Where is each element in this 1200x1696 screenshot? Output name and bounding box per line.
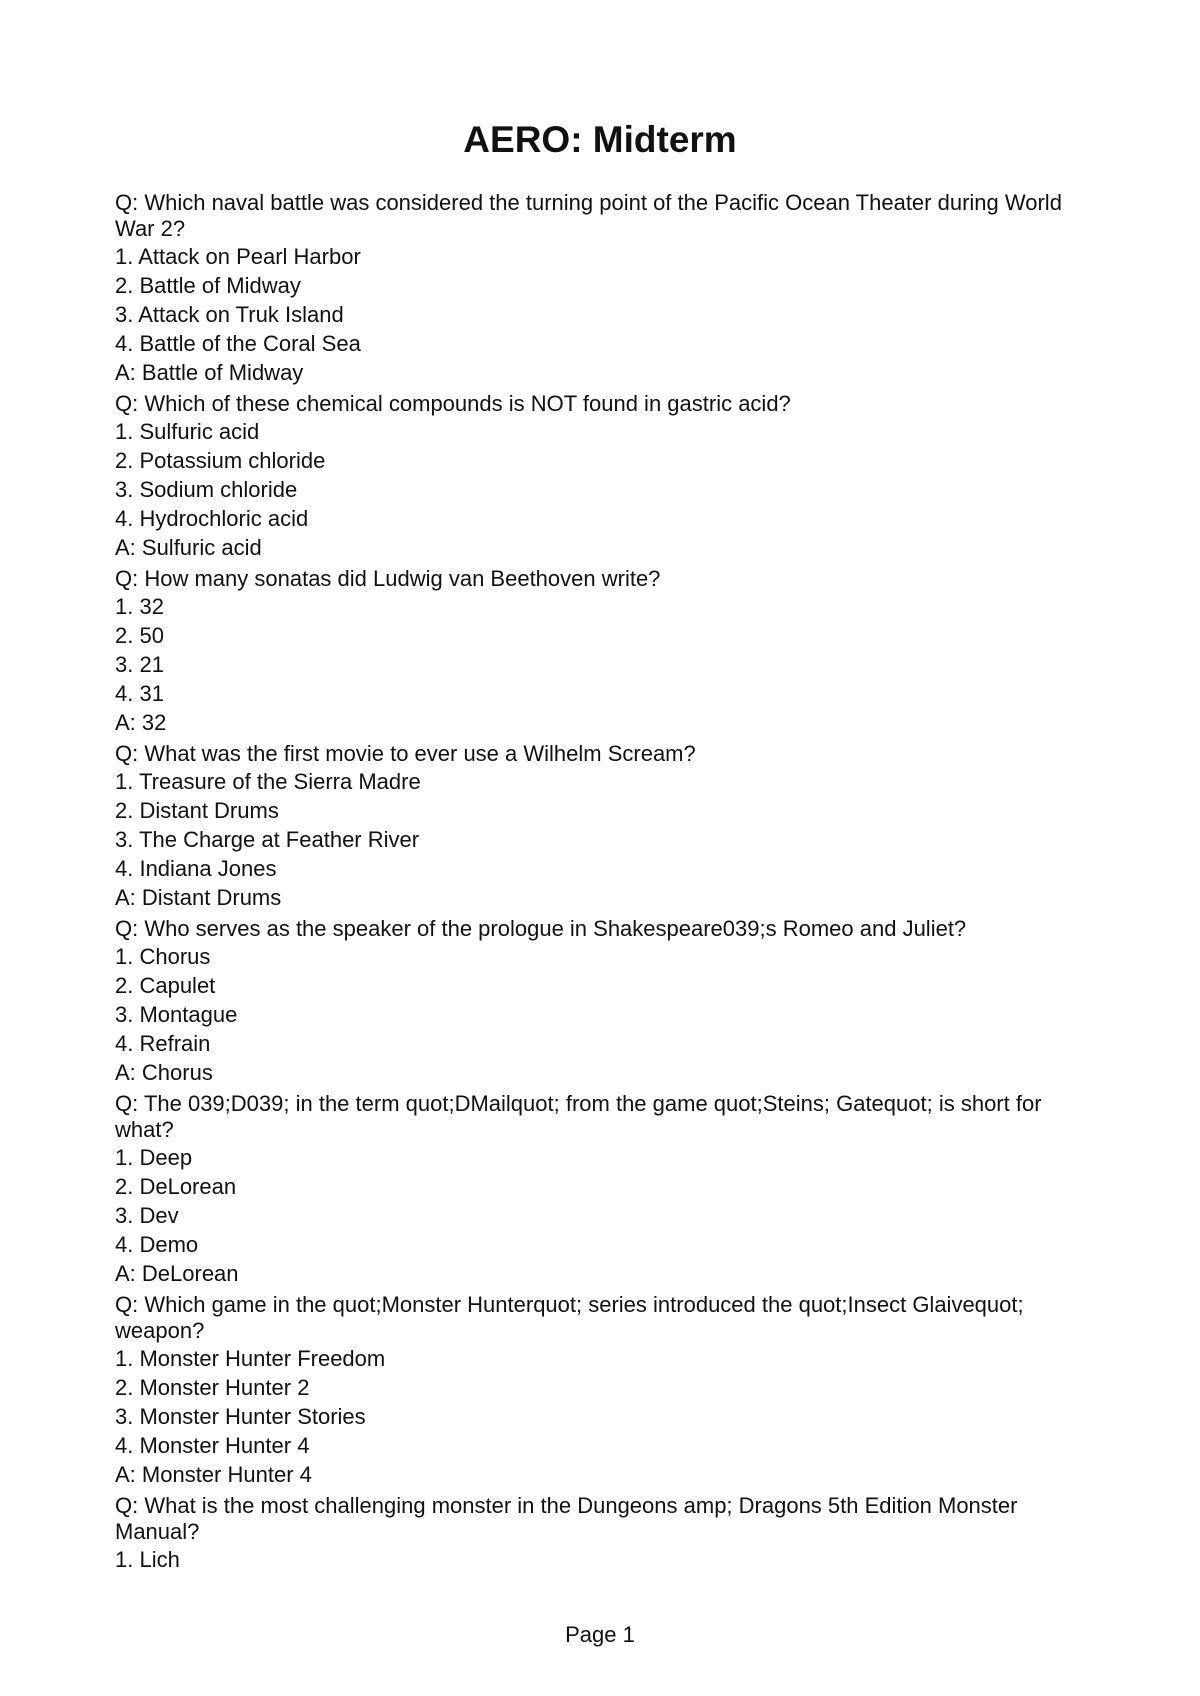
question-text: Q: Who serves as the speaker of the prologue in Shakespeare039;s Romeo and Juliet? (115, 916, 967, 941)
option-2: 2. Capulet (115, 973, 216, 998)
question-text: Q: Which of these chemical compounds is NOT found in gastric acid? (115, 391, 791, 416)
option-2: 2. DeLorean (115, 1174, 237, 1199)
question-text: Q: Which naval battle was considered the turning point of the Pacific Ocean Theater during World War 2? (115, 190, 1062, 241)
option-1: 1. Monster Hunter Freedom (115, 1346, 386, 1371)
option-3: 3. Dev (115, 1203, 179, 1228)
option-4: 4. Demo (115, 1232, 199, 1257)
option-4: 4. Indiana Jones (115, 856, 277, 881)
question-text: Q: Which game in the quot;Monster Hunterquot; series introduced the quot;Insect Glaivequot; weapon? (115, 1292, 1024, 1343)
option-2: 2. Monster Hunter 2 (115, 1375, 310, 1400)
option-2: 2. Potassium chloride (115, 448, 326, 473)
page-title: AERO: Midterm (463, 119, 737, 160)
option-1: 1. Deep (115, 1145, 193, 1170)
question-block (115, 1489, 1075, 1574)
answer-text: A: DeLorean (115, 1261, 239, 1286)
option-1: 1. Treasure of the Sierra Madre (115, 769, 421, 794)
option-4: 4. 31 (115, 681, 164, 706)
question-text: Q: The 039;D039; in the term quot;DMailquot; from the game quot;Steins; Gatequot; is short for what? (115, 1091, 1042, 1142)
option-3: 3. Montague (115, 1002, 238, 1027)
question-block (115, 737, 1075, 912)
answer-text: A: Sulfuric acid (115, 535, 262, 560)
question-list (115, 186, 1075, 1574)
answer-text: A: Distant Drums (115, 885, 282, 910)
option-2: 2. 50 (115, 623, 164, 648)
question-block (115, 562, 1075, 737)
option-1: 1. Lich (115, 1547, 180, 1572)
option-3: 3. The Charge at Feather River (115, 827, 420, 852)
option-2: 2. Distant Drums (115, 798, 279, 823)
answer-text: A: 32 (115, 710, 167, 735)
option-1: 1. 32 (115, 594, 164, 619)
question-block (115, 1087, 1075, 1288)
question-block (115, 387, 1075, 562)
option-2: 2. Battle of Midway (115, 273, 301, 298)
option-4: 4. Refrain (115, 1031, 211, 1056)
option-3: 3. Sodium chloride (115, 477, 298, 502)
option-4: 4. Monster Hunter 4 (115, 1433, 310, 1458)
option-3: 3. 21 (115, 652, 164, 677)
answer-text: A: Monster Hunter 4 (115, 1462, 312, 1487)
option-4: 4. Battle of the Coral Sea (115, 331, 361, 356)
question-block (115, 912, 1075, 1087)
question-block (115, 186, 1075, 387)
answer-text: A: Battle of Midway (115, 360, 304, 385)
option-3: 3. Attack on Truk Island (115, 302, 344, 327)
question-block (115, 1288, 1075, 1489)
option-4: 4. Hydrochloric acid (115, 506, 309, 531)
question-text: Q: What is the most challenging monster in the Dungeons amp; Dragons 5th Edition Monster Manual? (115, 1493, 1018, 1544)
question-text: Q: What was the first movie to ever use a Wilhelm Scream? (115, 741, 696, 766)
option-3: 3. Monster Hunter Stories (115, 1404, 366, 1429)
option-1: 1. Chorus (115, 944, 211, 969)
page-number: Page 1 (565, 1622, 635, 1647)
option-1: 1. Attack on Pearl Harbor (115, 244, 361, 269)
answer-text: A: Chorus (115, 1060, 213, 1085)
question-text: Q: How many sonatas did Ludwig van Beethoven write? (115, 566, 661, 591)
option-1: 1. Sulfuric acid (115, 419, 260, 444)
